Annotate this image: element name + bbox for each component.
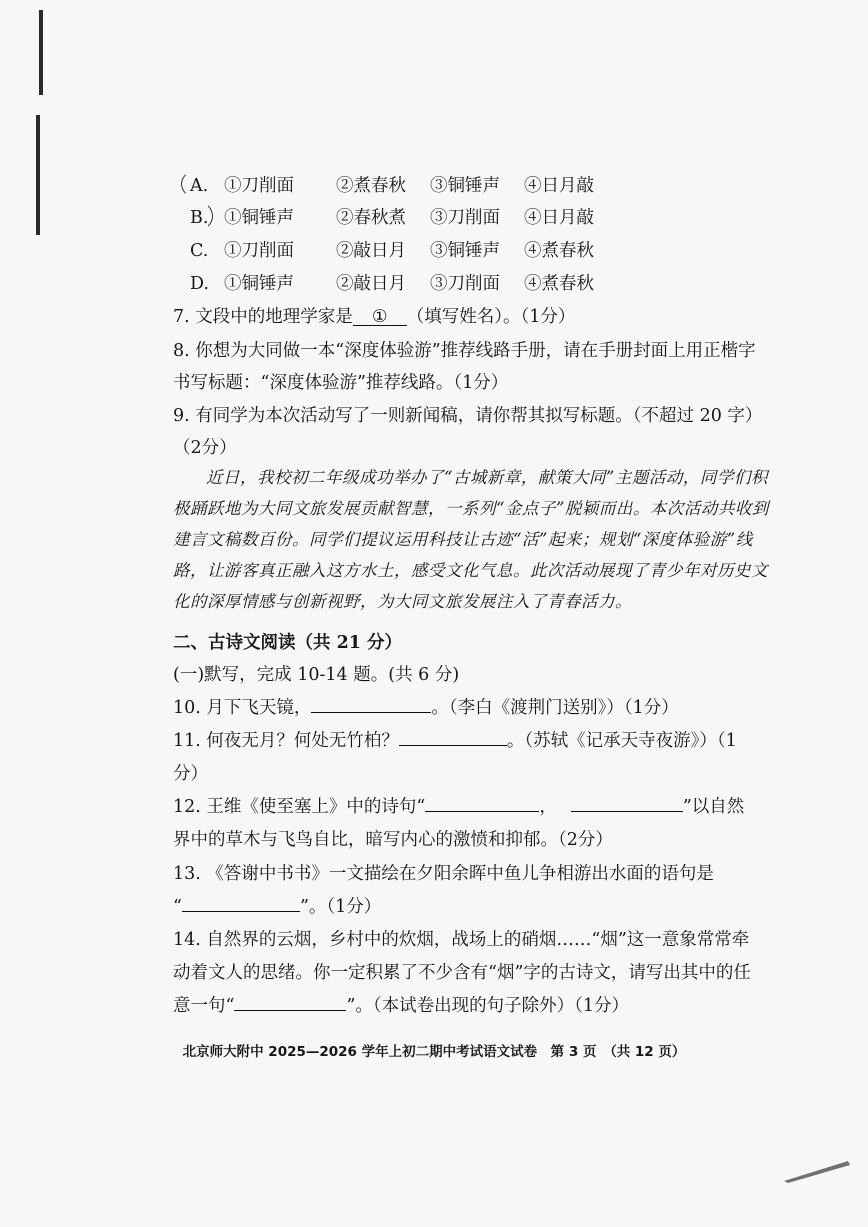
option-letter: A. — [190, 176, 209, 196]
scan-binding-mark — [36, 115, 40, 235]
question-13-line-2 — [173, 893, 808, 918]
page-footer: 北京师大附中 2025—2026 学年上初二期中考试语文试卷 第 3 页 （共 12 页） — [182, 1044, 686, 1060]
question-text: 意一句“ — [173, 996, 235, 1016]
option-item: ①铜锤声 — [224, 274, 294, 294]
answer-blank[interactable] — [182, 893, 300, 912]
option-item: ①铜锤声 — [224, 208, 294, 228]
answer-blank[interactable] — [234, 992, 346, 1011]
question-12-line-2: 界中的草木与飞鸟自比，暗写内心的激愤和抑郁。（2分） — [173, 830, 613, 850]
handwritten-check-mark — [181, 201, 213, 231]
option-item: ④日月敲 — [524, 208, 594, 228]
option-a — [190, 172, 594, 197]
option-item: ④日月敲 — [524, 176, 594, 196]
option-item: ③刀削面 — [430, 274, 500, 294]
option-item: ②春秋煮 — [336, 208, 406, 228]
question-text: 11. 何夜无月？何处无竹柏？ — [173, 731, 399, 751]
question-text: 10. 月下飞天镜， — [173, 698, 312, 718]
option-item: ②煮春秋 — [336, 176, 406, 196]
question-text: （填写姓名）。（1分） — [406, 307, 576, 327]
pen-shadow-mark — [782, 1155, 852, 1185]
answer-blank[interactable] — [571, 793, 683, 812]
option-item: ③铜锤声 — [430, 176, 500, 196]
option-item: ②敲日月 — [336, 241, 406, 261]
question-text: 。（苏轼《记承天寺夜游》）（1 — [506, 731, 737, 751]
question-9-line-2: （2分） — [173, 438, 237, 458]
option-item: ④煮春秋 — [524, 241, 594, 261]
option-item: ①刀削面 — [224, 241, 294, 261]
option-letter: C. — [190, 241, 209, 261]
option-d — [190, 270, 594, 295]
option-item: ③铜锤声 — [430, 241, 500, 261]
subsection-heading: (一)默写，完成 10-14 题。(共 6 分) — [173, 665, 460, 685]
answer-blank[interactable] — [399, 727, 507, 746]
option-item: ②敲日月 — [336, 274, 406, 294]
question-text: ”。（本试卷出现的句子除外）（1分） — [346, 996, 630, 1016]
question-14-line-2: 动着文人的思绪。你一定积累了不少含有“烟”字的古诗文，请写出其中的任 — [173, 963, 751, 983]
question-8-line-1: 8. 你想为大同做一本“深度体验游”推荐线路手册，请在手册封面上用正楷字 — [173, 341, 756, 361]
option-letter: B. — [190, 208, 209, 228]
news-passage: 近日，我校初二年级成功举办了“古城新章，献策大同”主题活动，同学们积极踊跃地为大同文旅发展贡献智慧，一系列“金点子”脱颖而出。本次活动共收到建言文稿数百份。同学们提议运用科技让古迹“活”起来；规划“深度体验游”线路，让游客真正融入这方水土，感受文化气息。此次活动展现了青少年对历史文化的深厚情感与创新视野，为大同文旅发展注入了青春活力。 — [173, 468, 769, 611]
option-item: ③刀削面 — [430, 208, 500, 228]
section-heading: 二、古诗文阅读（共 21 分） — [173, 633, 403, 653]
question-text: 。（李白《渡荆门送别》）（1分） — [431, 698, 679, 718]
option-letter: D. — [190, 274, 209, 294]
question-text: “ — [173, 897, 182, 917]
answer-blank[interactable] — [425, 793, 539, 812]
question-9-line-1: 9. 有同学为本次活动写了一则新闻稿，请你帮其拟写标题。（不超过 20 字） — [173, 406, 763, 426]
answer-blank[interactable]: ① — [353, 307, 407, 326]
question-text: 12. 王维《使至塞上》中的诗句“ — [173, 797, 426, 817]
question-14-line-1: 14. 自然界的云烟，乡村中的炊烟，战场上的硝烟……“烟”这一意象常常牵 — [173, 930, 750, 950]
option-item: ④煮春秋 — [524, 274, 594, 294]
option-c — [190, 237, 594, 262]
question-text: ”。（1分） — [299, 897, 382, 917]
option-item: ①刀削面 — [224, 176, 294, 196]
question-8-line-2: 书写标题：“深度体验游”推荐线路。（1分） — [173, 373, 509, 393]
question-10 — [173, 694, 808, 719]
question-12 — [173, 793, 808, 818]
question-text: ”以自然 — [682, 797, 745, 817]
question-13-line-1: 13. 《答谢中书书》一文描绘在夕阳余晖中鱼儿争相游出水面的语句是 — [173, 864, 714, 884]
question-text: 7. 文段中的地理学家是 — [173, 307, 353, 327]
question-text: ， — [539, 797, 557, 817]
question-14-line-3 — [173, 992, 808, 1017]
handwritten-check-mark — [181, 170, 213, 198]
answer-blank[interactable] — [311, 694, 431, 713]
scan-binding-mark — [39, 10, 43, 95]
option-b — [190, 204, 594, 229]
question-11 — [173, 727, 808, 752]
question-11-line-2: 分） — [173, 764, 208, 784]
question-7 — [173, 303, 808, 328]
